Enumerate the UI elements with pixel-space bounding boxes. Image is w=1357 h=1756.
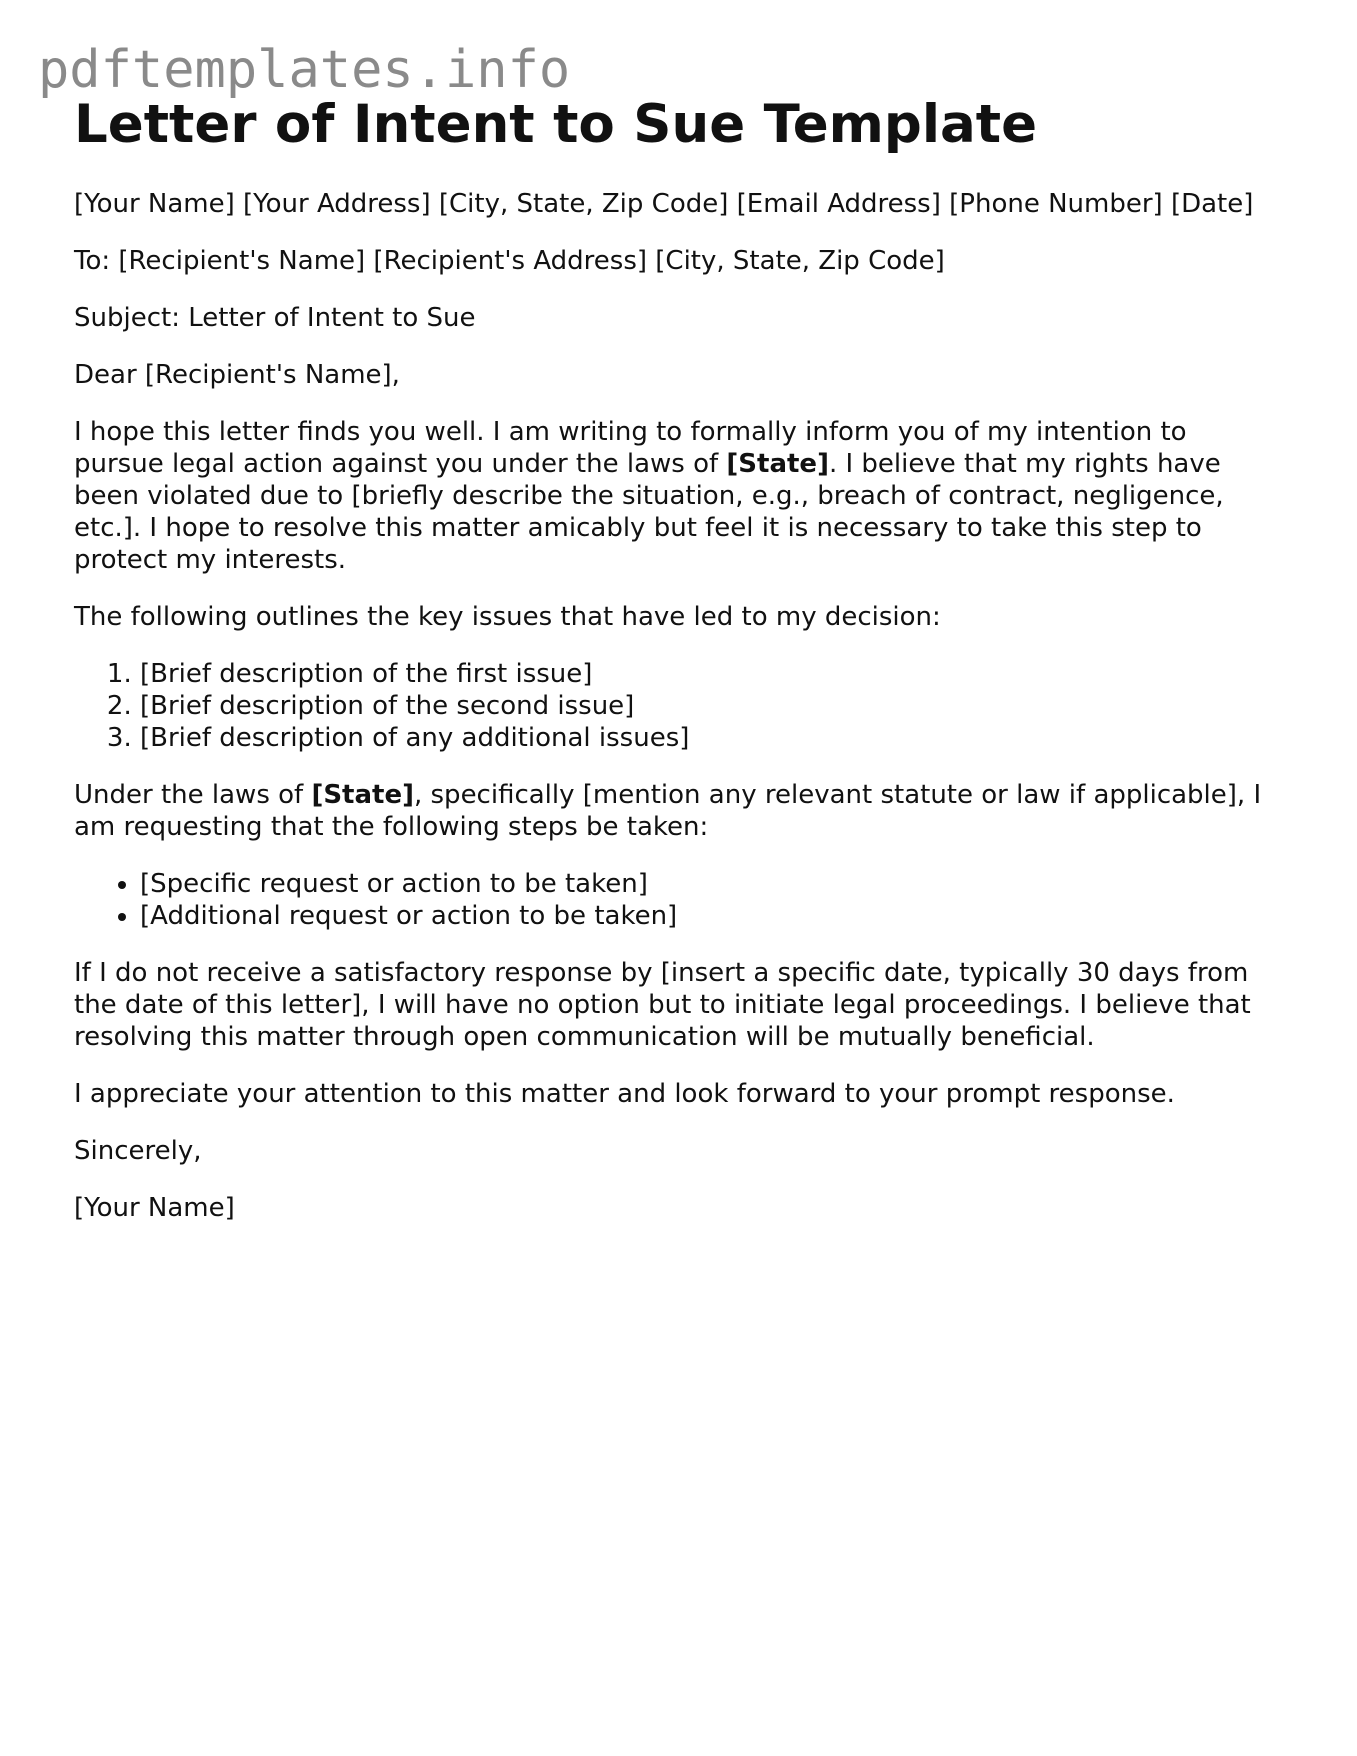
salutation: Dear [Recipient's Name], — [74, 360, 400, 390]
requests-list — [74, 868, 1284, 932]
intro-text-start: I hope this letter finds you well. I am writing to formally inform you of my intention to pursue legal action against you under the laws of — [74, 417, 1187, 479]
issues-intro: The following outlines the key issues that have led to my decision: — [74, 602, 941, 632]
laws-state-placeholder: [State] — [311, 780, 414, 810]
intro-text-end: . I believe that my rights have been violated due to [briefly describe the situation, e.g., breach of contract, negligence, etc.]. I hope to resolve this matter amicably but feel it is necessary to take this step to protect my interests. — [74, 449, 1224, 575]
subject-line: Subject: Letter of Intent to Sue — [74, 303, 476, 333]
laws-text-start: Under the laws of — [74, 780, 312, 810]
signature: [Your Name] — [74, 1193, 235, 1223]
issue-item: 3. [Brief description of any additional issues] — [140, 722, 1284, 754]
recipient-line: To: [Recipient's Name] [Recipient's Address] [City, State, Zip Code] — [74, 246, 945, 276]
intro-paragraph — [74, 416, 1284, 576]
deadline-paragraph: If I do not receive a satisfactory response by [insert a specific date, typically 30 days from the date of this letter], I will have no option but to initiate legal proceedings. I believe that resolving this matter through open communication will be mutually beneficial. — [74, 958, 1251, 1052]
request-item: • [Specific request or action to be taken] — [140, 868, 1284, 900]
issues-list — [74, 658, 1284, 754]
intro-state-placeholder: [State] — [726, 449, 829, 479]
closing: Sincerely, — [74, 1136, 202, 1166]
appreciation-paragraph: I appreciate your attention to this matter and look forward to your prompt response. — [74, 1079, 1175, 1109]
sender-line: [Your Name] [Your Address] [City, State, Zip Code] [Email Address] [Phone Number] [Date] — [74, 189, 1254, 219]
issue-item: 2. [Brief description of the second issue] — [140, 690, 1284, 722]
request-item: • [Additional request or action to be taken] — [140, 900, 1284, 932]
laws-text-end: , specifically [mention any relevant statute or law if applicable], I am requesting that the following steps be taken: — [74, 780, 1262, 842]
letter-document — [74, 92, 1284, 1249]
watermark: pdftemplates.info — [38, 40, 571, 100]
issue-item: 1. [Brief description of the first issue] — [140, 658, 1284, 690]
page-title: Letter of Intent to Sue Template — [74, 94, 1038, 155]
laws-paragraph — [74, 779, 1284, 843]
